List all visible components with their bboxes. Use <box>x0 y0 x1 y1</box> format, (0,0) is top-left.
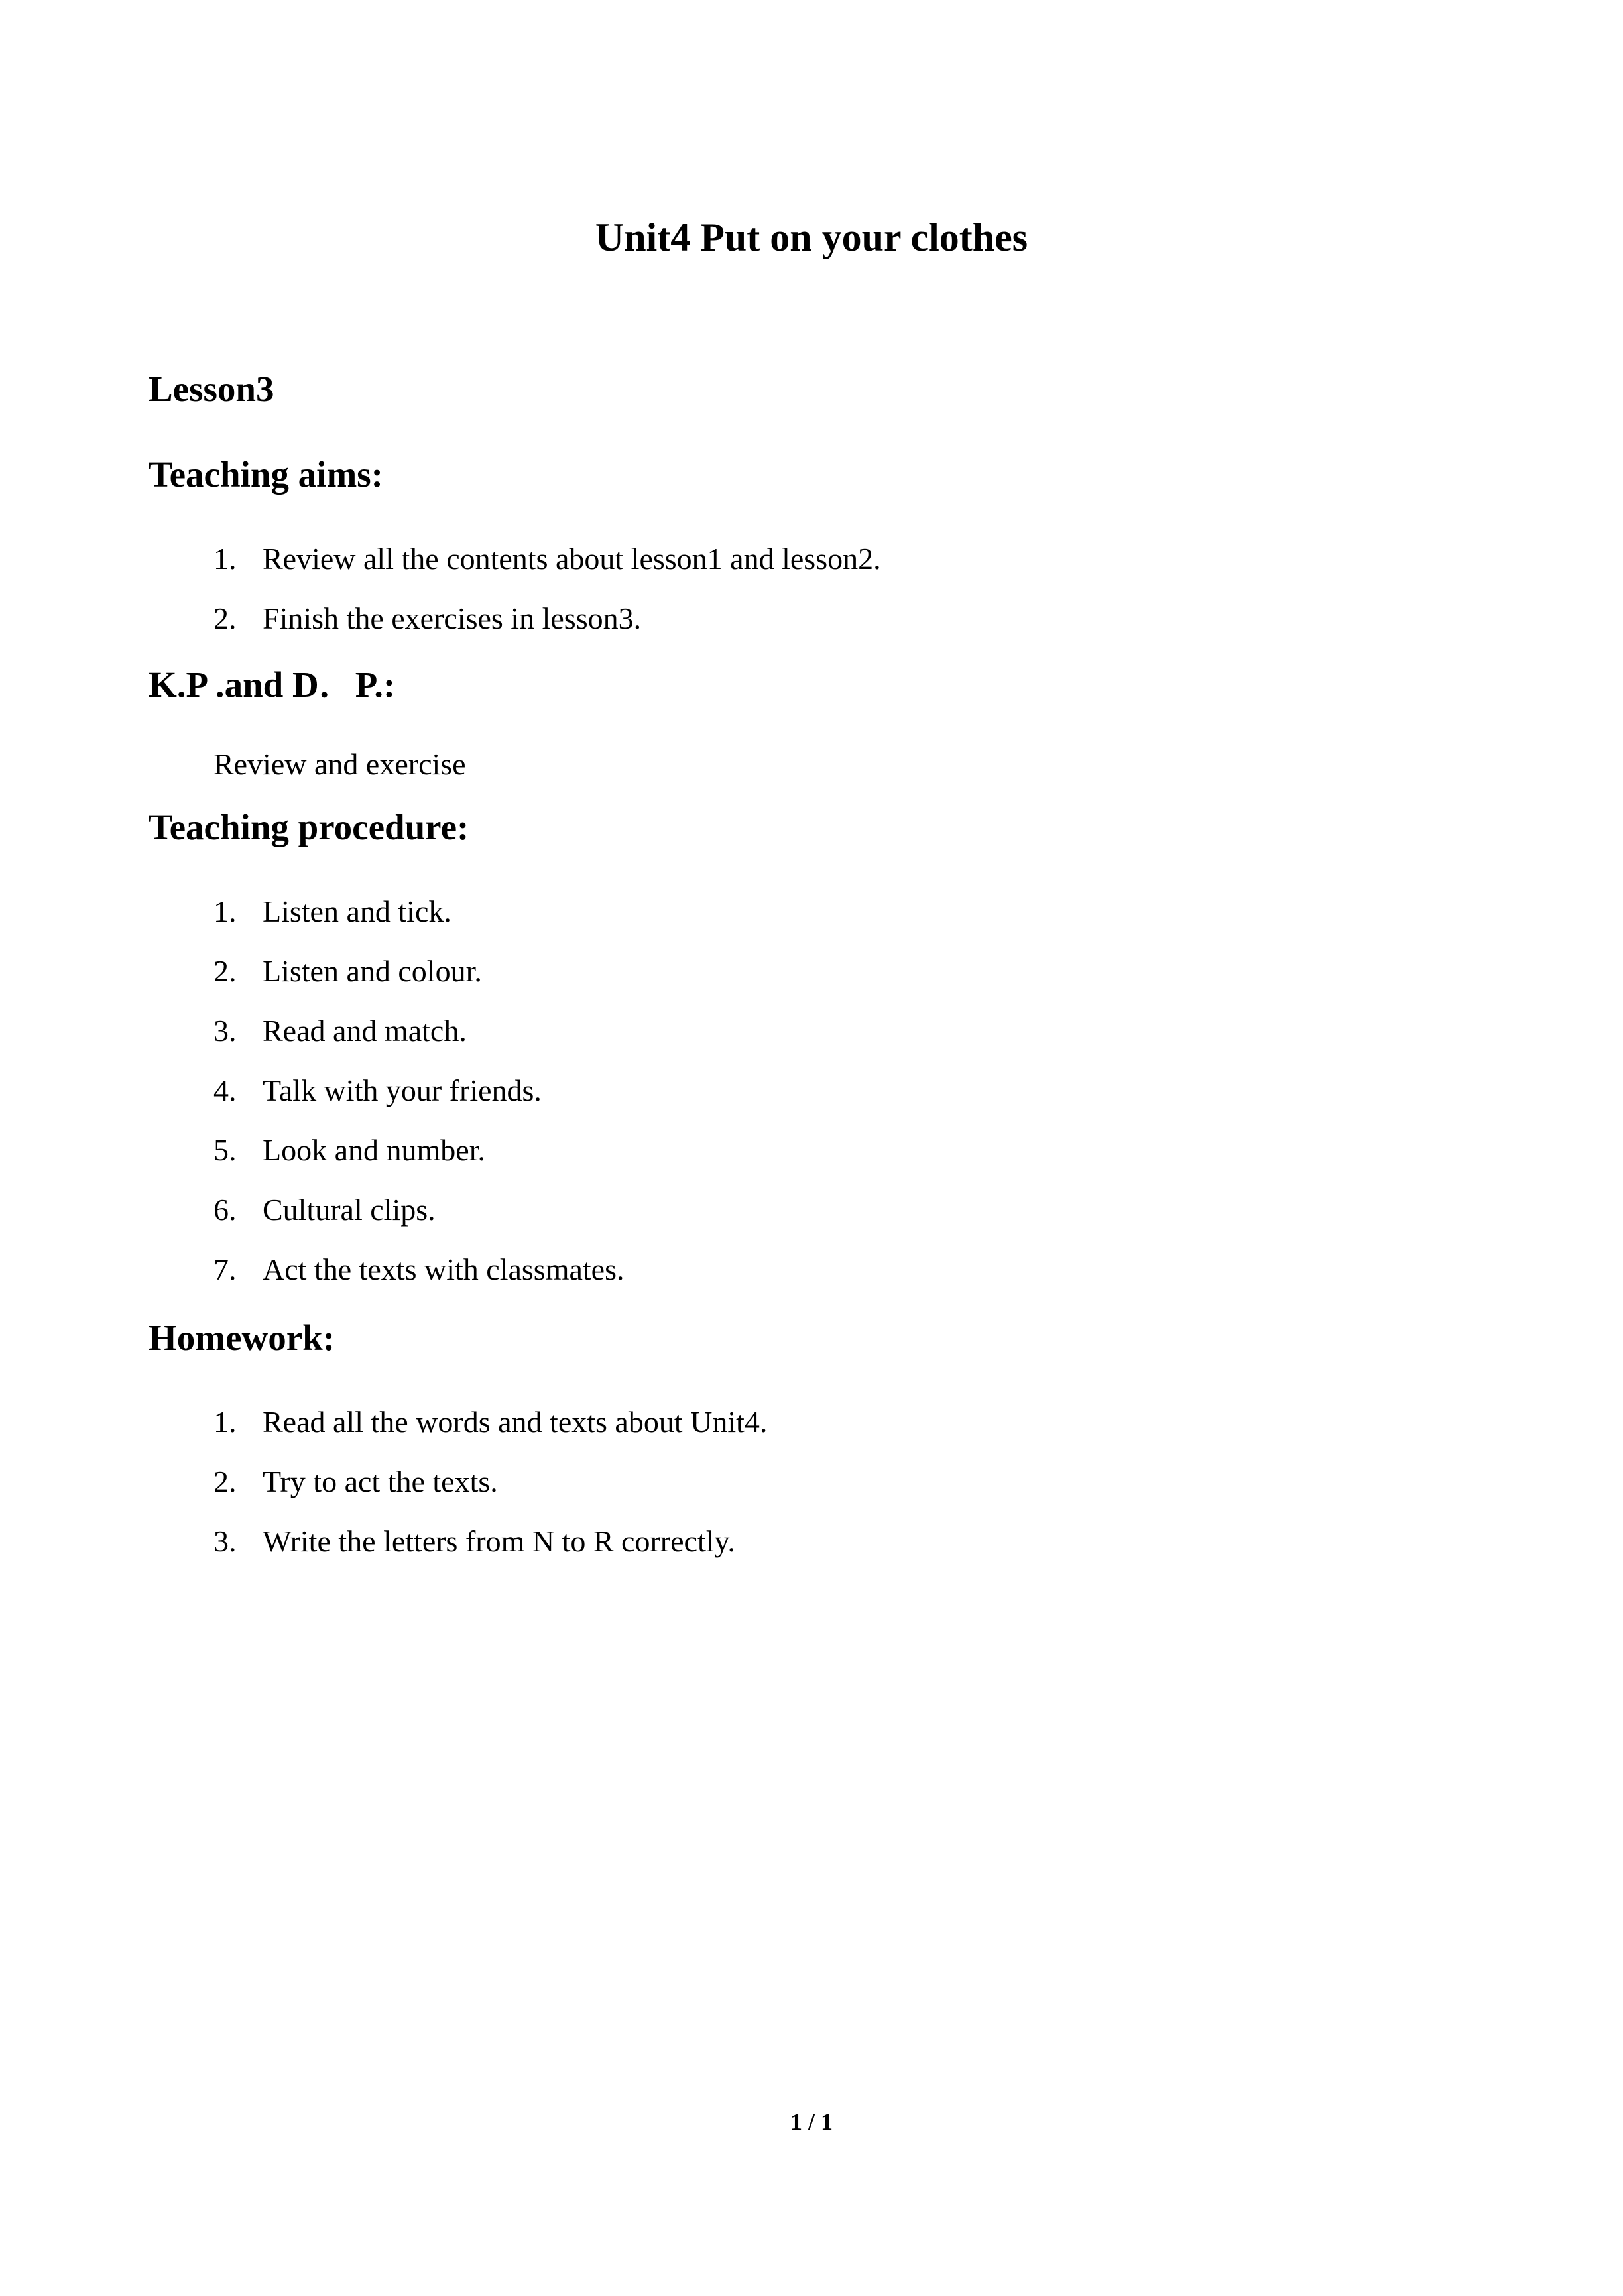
list-number: 7. <box>213 1252 237 1286</box>
list-number: 1. <box>213 894 237 928</box>
list-number: 3. <box>213 1014 237 1048</box>
list-number: 2. <box>213 601 237 635</box>
list-number: 6. <box>213 1193 237 1227</box>
kp-dp-text: Review and exercise <box>213 747 466 781</box>
lesson-heading: Lesson3 <box>149 369 274 409</box>
list-text: Listen and colour. <box>263 954 482 988</box>
list-text: Act the texts with classmates. <box>263 1252 625 1286</box>
list-text: Talk with your friends. <box>263 1073 542 1107</box>
list-text: Finish the exercises in lesson3. <box>263 601 642 635</box>
list-text: Look and number. <box>263 1133 485 1167</box>
list-text: Read all the words and texts about Unit4. <box>263 1405 768 1439</box>
list-text: Read and match. <box>263 1014 467 1048</box>
document-title: Unit4 Put on your clothes <box>595 215 1028 259</box>
list-number: 3. <box>213 1524 237 1558</box>
list-text: Write the letters from N to R correctly. <box>263 1524 736 1558</box>
list-text: Listen and tick. <box>263 894 451 928</box>
kp-dp-heading: K.P .and D．P.: <box>149 664 396 705</box>
list-number: 2. <box>213 1465 237 1498</box>
teaching-aims-heading: Teaching aims: <box>149 454 383 495</box>
list-number: 2. <box>213 954 237 988</box>
list-text: Cultural clips. <box>263 1193 436 1227</box>
list-number: 5. <box>213 1133 237 1167</box>
list-text: Review all the contents about lesson1 and lesson2. <box>263 542 881 575</box>
list-number: 1. <box>213 1405 237 1439</box>
list-number: 4. <box>213 1073 237 1107</box>
list-number: 1. <box>213 542 237 575</box>
teaching-procedure-heading: Teaching procedure: <box>149 807 469 847</box>
page-number: 1 / 1 <box>790 2108 833 2135</box>
list-text: Try to act the texts. <box>263 1465 498 1498</box>
homework-heading: Homework: <box>149 1317 335 1358</box>
